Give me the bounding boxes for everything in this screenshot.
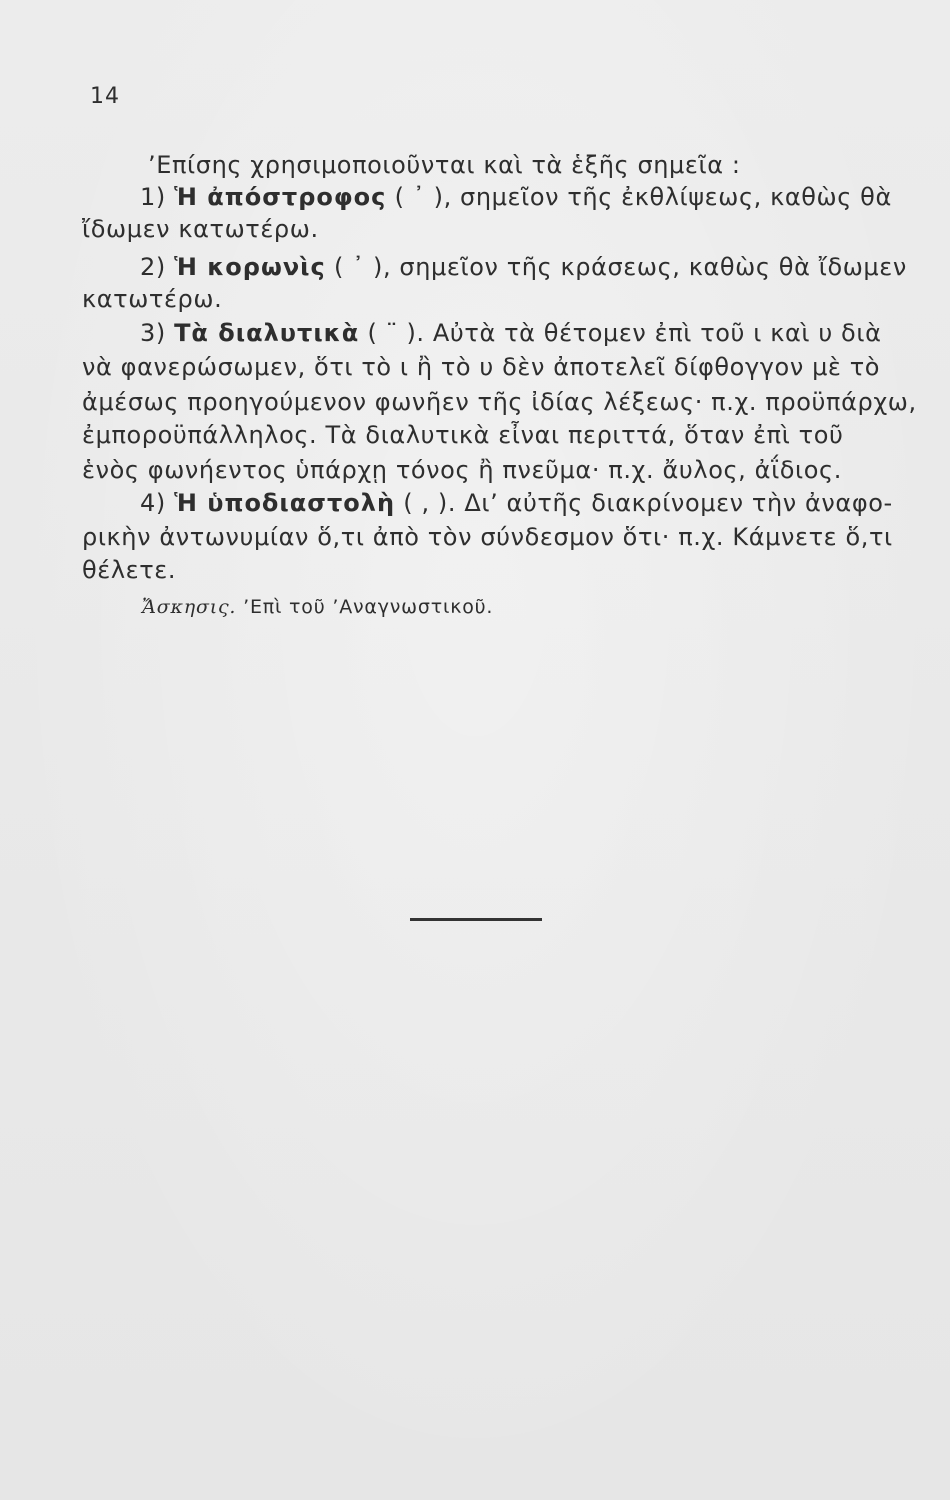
item-apostrophe-continuation: ἴδωμεν κατωτέρω. <box>82 215 319 243</box>
item-term: Τὰ διαλυτικὰ <box>174 319 360 347</box>
item-number: 4) <box>140 489 175 517</box>
exercise-text: ’Επὶ τοῦ ’Αναγνωστικοῦ. <box>236 596 494 618</box>
item-dialytika <box>140 318 950 348</box>
item-text: ( , ). Δι’ αὐτῆς διακρίνομεν τὴν ἀναφο- <box>395 489 893 517</box>
item-number: 3) <box>140 319 175 347</box>
item-apostrophe <box>140 182 950 212</box>
item-coronis <box>140 252 950 282</box>
item-text: ( ᾿ ), σημεῖον τῆς ἐκθλίψεως, καθὼς θὰ <box>386 183 892 211</box>
item-comma <box>140 488 950 518</box>
item-comma-line: ρικὴν ἀντωνυμίαν ὅ,τι ἀπὸ τὸν σύνδεσμον ὅτι· π.χ. Κάμνετε ὅ,τι <box>82 523 893 551</box>
item-coronis-continuation: κατωτέρω. <box>82 285 223 313</box>
item-text: ( ᾿ ), σημεῖον τῆς κράσεως, καθὼς θὰ ἴδωμεν <box>325 253 907 281</box>
item-dialytika-line: ἑνὸς φωνήεντος ὑπάρχῃ τόνος ἢ πνεῦμα· π.χ. ἄυλος, ἀΐδιος. <box>82 456 842 484</box>
exercise-note <box>142 596 493 618</box>
page-number: 14 <box>90 84 120 109</box>
item-dialytika-line: νὰ φανερώσωμεν, ὅτι τὸ ι ἢ τὸ υ δὲν ἀποτελεῖ δίφθογγον μὲ τὸ <box>82 353 881 381</box>
item-number: 2) <box>140 253 175 281</box>
item-dialytika-line: ἐμποροϋπάλληλος. Τὰ διαλυτικὰ εἶναι περιττά, ὅταν ἐπὶ τοῦ <box>82 421 844 449</box>
item-term: Ἡ ὑποδιαστολὴ <box>174 489 396 517</box>
item-term: Ἡ ἀπόστροφος <box>174 183 387 211</box>
intro-line: ’Επίσης χρησιμοποιοῦνται καὶ τὰ ἑξῆς σημεῖα : <box>148 151 741 179</box>
item-term: Ἡ κορωνὶς <box>174 253 326 281</box>
item-dialytika-line: ἀμέσως προηγούμενον φωνῆεν τῆς ἰδίας λέξεως· π.χ. προϋπάρχω, <box>82 388 917 416</box>
item-comma-line: θέλετε. <box>82 556 177 584</box>
exercise-label: Ἄσκησις. <box>142 596 237 618</box>
item-text: ( ¨ ). Αὐτὰ τὰ θέτομεν ἐπὶ τοῦ ι καὶ υ διὰ <box>359 319 882 347</box>
section-divider <box>410 918 542 921</box>
item-number: 1) <box>140 183 175 211</box>
